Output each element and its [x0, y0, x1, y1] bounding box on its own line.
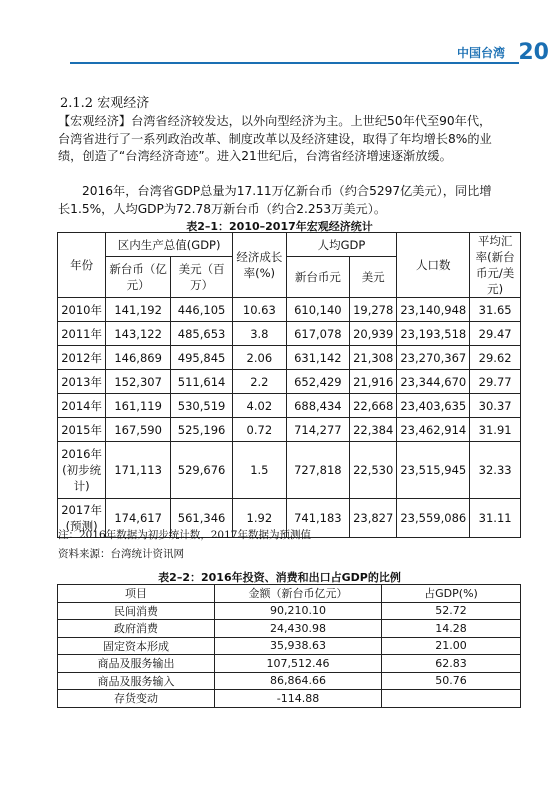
table-cell: 446,105: [171, 298, 233, 322]
table-cell: 161,119: [106, 394, 171, 418]
table-row: [58, 672, 521, 690]
table-cell: 2012年: [58, 346, 106, 370]
table-cell: 631,142: [286, 346, 349, 370]
table-cell: 2016年(初步统计): [58, 442, 106, 499]
table-cell: 21.00: [382, 637, 521, 655]
table-cell: 32.33: [470, 442, 521, 499]
table-cell: 2.2: [233, 370, 287, 394]
table-row: [58, 346, 521, 370]
table1-caption: 表2–1：2010–2017年宏观经济统计: [186, 220, 373, 233]
table-row: [58, 655, 521, 673]
table-cell: 2.06: [233, 346, 287, 370]
header-fx: 平均汇率(新台币元/美元): [470, 233, 521, 298]
table-row: [58, 602, 521, 620]
table-cell: 1.92: [233, 499, 287, 538]
page-header: [349, 42, 549, 70]
table-cell: 民间消费: [58, 602, 215, 620]
header-share: 占GDP(%): [382, 585, 521, 603]
table-cell: 2010年: [58, 298, 106, 322]
table-cell: 610,140: [286, 298, 349, 322]
table-cell: 714,277: [286, 418, 349, 442]
table2-caption: 表2–2：2016年投资、消费和出口占GDP的比例: [158, 571, 401, 584]
section-title: 2.1.2 宏观经济: [60, 96, 150, 111]
table-cell: 29.77: [470, 370, 521, 394]
data-source: 资料来源：台湾统计资讯网: [58, 548, 184, 560]
table-cell: 727,818: [286, 442, 349, 499]
table-cell: 29.62: [470, 346, 521, 370]
header-gdp-twd: 新台币（亿元）: [106, 257, 171, 298]
table-cell: 22,530: [350, 442, 397, 499]
table-cell: 固定资本形成: [58, 637, 215, 655]
table-cell: 2015年: [58, 418, 106, 442]
table-cell: 62.83: [382, 655, 521, 673]
table-cell: 146,869: [106, 346, 171, 370]
page-number: 20: [518, 40, 549, 65]
table-cell: 23,827: [350, 499, 397, 538]
table-cell: 2017年(预测): [58, 499, 106, 538]
table-cell: 19,278: [350, 298, 397, 322]
table-cell: 0.72: [233, 418, 287, 442]
table-cell: 143,122: [106, 322, 171, 346]
table-cell: 107,512.46: [215, 655, 382, 673]
table-cell: 174,617: [106, 499, 171, 538]
header-population: 人口数: [397, 233, 470, 298]
table-cell: 2013年: [58, 370, 106, 394]
table-cell: 22,668: [350, 394, 397, 418]
table-cell: 530,519: [171, 394, 233, 418]
table-cell: 52.72: [382, 602, 521, 620]
header-per-capita: 人均GDP: [286, 233, 397, 257]
header-year: 年份: [58, 233, 106, 298]
table-cell: 商品及服务输入: [58, 672, 215, 690]
header-gdp: 区内生产总值(GDP): [106, 233, 233, 257]
table-cell: 152,307: [106, 370, 171, 394]
table-cell: 23,193,518: [397, 322, 470, 346]
table-cell: 511,614: [171, 370, 233, 394]
table-cell: 2011年: [58, 322, 106, 346]
table-cell: 495,845: [171, 346, 233, 370]
header-pc-twd: 新台币元: [286, 257, 349, 298]
table-cell: 31.11: [470, 499, 521, 538]
table-row: [58, 298, 521, 322]
table-cell: 50.76: [382, 672, 521, 690]
table-row: [58, 322, 521, 346]
table-cell: 21,916: [350, 370, 397, 394]
table-cell: 31.91: [470, 418, 521, 442]
paragraph-2016: 2016年，台湾省GDP总量为17.11万亿新台币（约合5297亿美元），同比增长1.5%，人均GDP为72.78万新台币（约合2.253万美元）。: [58, 184, 492, 216]
macro-stats-table: [57, 232, 521, 538]
table-cell: 23,462,914: [397, 418, 470, 442]
table-cell: 23,344,670: [397, 370, 470, 394]
table-row: [58, 442, 521, 499]
table-cell: [382, 690, 521, 708]
table-cell: 4.02: [233, 394, 287, 418]
table-cell: 525,196: [171, 418, 233, 442]
table-note: 注：2016年数据为初步统计数，2017年数据为预测值: [58, 529, 311, 541]
table-cell: 商品及服务输出: [58, 655, 215, 673]
table-cell: 31.65: [470, 298, 521, 322]
table-row: [58, 394, 521, 418]
table-cell: 30.37: [470, 394, 521, 418]
table-cell: 23,403,635: [397, 394, 470, 418]
table-cell: 存货变动: [58, 690, 215, 708]
table-cell: 485,653: [171, 322, 233, 346]
table-cell: 141,192: [106, 298, 171, 322]
header-pc-usd: 美元: [350, 257, 397, 298]
table-cell: 86,864.66: [215, 672, 382, 690]
table-row: [58, 620, 521, 638]
table-cell: 政府消费: [58, 620, 215, 638]
paragraph-macro: 【宏观经济】台湾省经济较发达，以外向型经济为主。上世纪50年代至90年代，台湾省进行了一系列政治改革、制度改革以及经济建设，取得了年均增长8%的业绩，创造了“台湾经济奇迹”。进入21世纪后，台湾省经济增速逐渐放缓。: [58, 114, 492, 163]
table-cell: 652,429: [286, 370, 349, 394]
table-cell: 20,939: [350, 322, 397, 346]
table-row: [58, 637, 521, 655]
header-growth: 经济成长率(%): [233, 233, 287, 298]
table-row: [58, 690, 521, 708]
table-cell: 688,434: [286, 394, 349, 418]
table-cell: 23,270,367: [397, 346, 470, 370]
table-cell: 10.63: [233, 298, 287, 322]
table-cell: 1.5: [233, 442, 287, 499]
table-cell: 529,676: [171, 442, 233, 499]
table-cell: 14.28: [382, 620, 521, 638]
table-cell: 2014年: [58, 394, 106, 418]
table-cell: 3.8: [233, 322, 287, 346]
table-cell: 23,515,945: [397, 442, 470, 499]
table-cell: 741,183: [286, 499, 349, 538]
table-cell: 24,430.98: [215, 620, 382, 638]
table-cell: 21,308: [350, 346, 397, 370]
table-cell: 29.47: [470, 322, 521, 346]
gdp-share-table: [57, 584, 521, 708]
table-cell: 167,590: [106, 418, 171, 442]
table-cell: 561,346: [171, 499, 233, 538]
table-cell: 617,078: [286, 322, 349, 346]
header-title: 中国台湾: [456, 46, 505, 60]
header-gdp-usd: 美元（百万）: [171, 257, 233, 298]
table-cell: -114.88: [215, 690, 382, 708]
table-cell: 23,559,086: [397, 499, 470, 538]
table-row: [58, 370, 521, 394]
header-amount: 金额（新台币亿元）: [215, 585, 382, 603]
table-cell: 23,140,948: [397, 298, 470, 322]
table-cell: 171,113: [106, 442, 171, 499]
header-item: 项目: [58, 585, 215, 603]
table-cell: 90,210.10: [215, 602, 382, 620]
table-row: [58, 418, 521, 442]
table-cell: 35,938.63: [215, 637, 382, 655]
table-cell: 22,384: [350, 418, 397, 442]
